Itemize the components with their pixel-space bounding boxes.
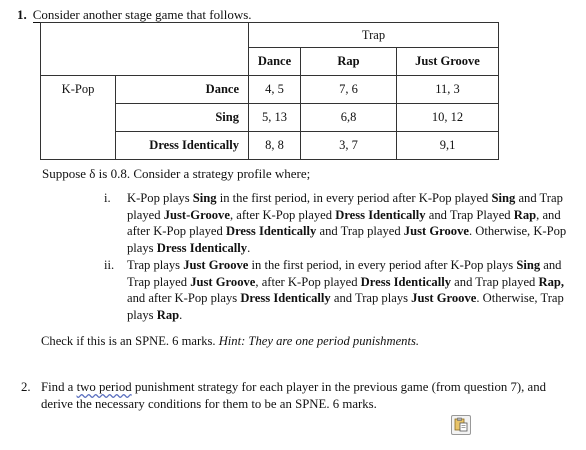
hint-text: Hint: They are one period punishments. (218, 334, 420, 348)
text-run: and Trap played (127, 191, 563, 222)
empty-corner-cell (41, 23, 249, 76)
row-action-header: Dress Identically (116, 132, 249, 160)
row-player-label: K-Pop (41, 76, 116, 160)
payoff-cell: 10, 12 (397, 104, 499, 132)
text-run: in the first period, in every period after K-Pop played (216, 191, 492, 205)
emphasized-term: Just Groove (190, 274, 256, 289)
emphasized-term: Sing (491, 191, 516, 205)
text-run: and Trap played (127, 258, 562, 289)
question-2 (21, 379, 571, 412)
text-run: and Trap played (451, 274, 539, 289)
question-1-heading (17, 7, 252, 23)
emphasized-term: Just-Groove (163, 207, 230, 222)
column-player-label: Trap (249, 23, 499, 48)
row-action-header: Sing (116, 104, 249, 132)
strategy-profile-list (104, 190, 567, 324)
check-text: Check if this is an SPNE. 6 marks. (41, 334, 219, 348)
text-run: , after K-Pop played (255, 274, 361, 289)
strategy-item-kpop (104, 190, 567, 256)
payoff-cell: 6,8 (301, 104, 397, 132)
payoff-cell: 3, 7 (301, 132, 397, 160)
clipboard-glyph (452, 416, 470, 434)
strategy-item-trap (104, 257, 567, 323)
column-action-header: Dance (249, 48, 301, 76)
strategy-text (127, 258, 564, 322)
text-run: , and after K-Pop played (127, 207, 561, 238)
text-run: . (179, 307, 183, 322)
emphasized-term: Rap (156, 307, 180, 322)
text-run: Trap plays (127, 258, 184, 272)
text-run: and Trap plays (330, 291, 412, 305)
column-action-header: Just Groove (397, 48, 499, 76)
emphasized-term: Rap, (538, 274, 565, 289)
text-run: and Trap Played (425, 207, 514, 222)
text-run: in the first period, in every period after K-Pop plays (248, 258, 517, 272)
strategy-text (127, 191, 566, 255)
row-action-header: Dance (116, 76, 249, 104)
emphasized-term: Dress Identically (240, 291, 331, 305)
emphasized-term: Dress Identically (335, 207, 426, 222)
question-prompt: Consider another stage game that follows. (32, 7, 252, 22)
clipboard-paste-icon[interactable] (451, 415, 471, 435)
payoff-cell: 4, 5 (249, 76, 301, 104)
spellcheck-flagged-phrase: two period (76, 380, 132, 394)
list-marker: ii. (104, 258, 115, 272)
emphasized-term: Sing (192, 191, 217, 205)
emphasized-term: Just Groove (183, 258, 249, 272)
discount-supposition: Suppose δ is 0.8. Consider a strategy profile where; (42, 166, 311, 181)
text-run: K-Pop plays (127, 191, 193, 205)
payoff-cell: 5, 13 (249, 104, 301, 132)
emphasized-term: Dress Identically (360, 274, 452, 289)
emphasized-term: Sing (516, 258, 541, 272)
emphasized-term: Just Groove (411, 291, 477, 305)
q2-text-end: punishment strategy for each player in the previous game (from question 7), and derive the necessary conditions for them to be an SPNE. 6 marks. (41, 380, 547, 411)
emphasized-term: Rap (513, 207, 537, 222)
text-run: , after K-Pop played (229, 207, 336, 222)
text-run: . Otherwise, K-Pop plays (127, 224, 567, 255)
payoff-cell: 9,1 (397, 132, 499, 160)
check-instruction (41, 334, 419, 349)
list-marker: i. (104, 191, 111, 205)
column-action-header: Rap (301, 48, 397, 76)
emphasized-term: Dress Identically (225, 224, 317, 238)
payoff-cell: 11, 3 (397, 76, 499, 104)
q2-text-start: Find a (41, 380, 77, 394)
emphasized-term: Dress Identically (156, 240, 248, 255)
text-run: . Otherwise, Trap plays (127, 291, 564, 322)
text-run: and after K-Pop plays (127, 291, 241, 305)
question-number: 2. (21, 380, 31, 394)
text-run: . (247, 240, 251, 255)
payoff-cell: 7, 6 (301, 76, 397, 104)
payoff-matrix (40, 22, 499, 160)
question-number: 1. (17, 7, 27, 22)
emphasized-term: Just Groove (403, 224, 469, 238)
question-2-text (41, 379, 571, 412)
payoff-cell: 8, 8 (249, 132, 301, 160)
text-run: and Trap played (316, 224, 404, 238)
